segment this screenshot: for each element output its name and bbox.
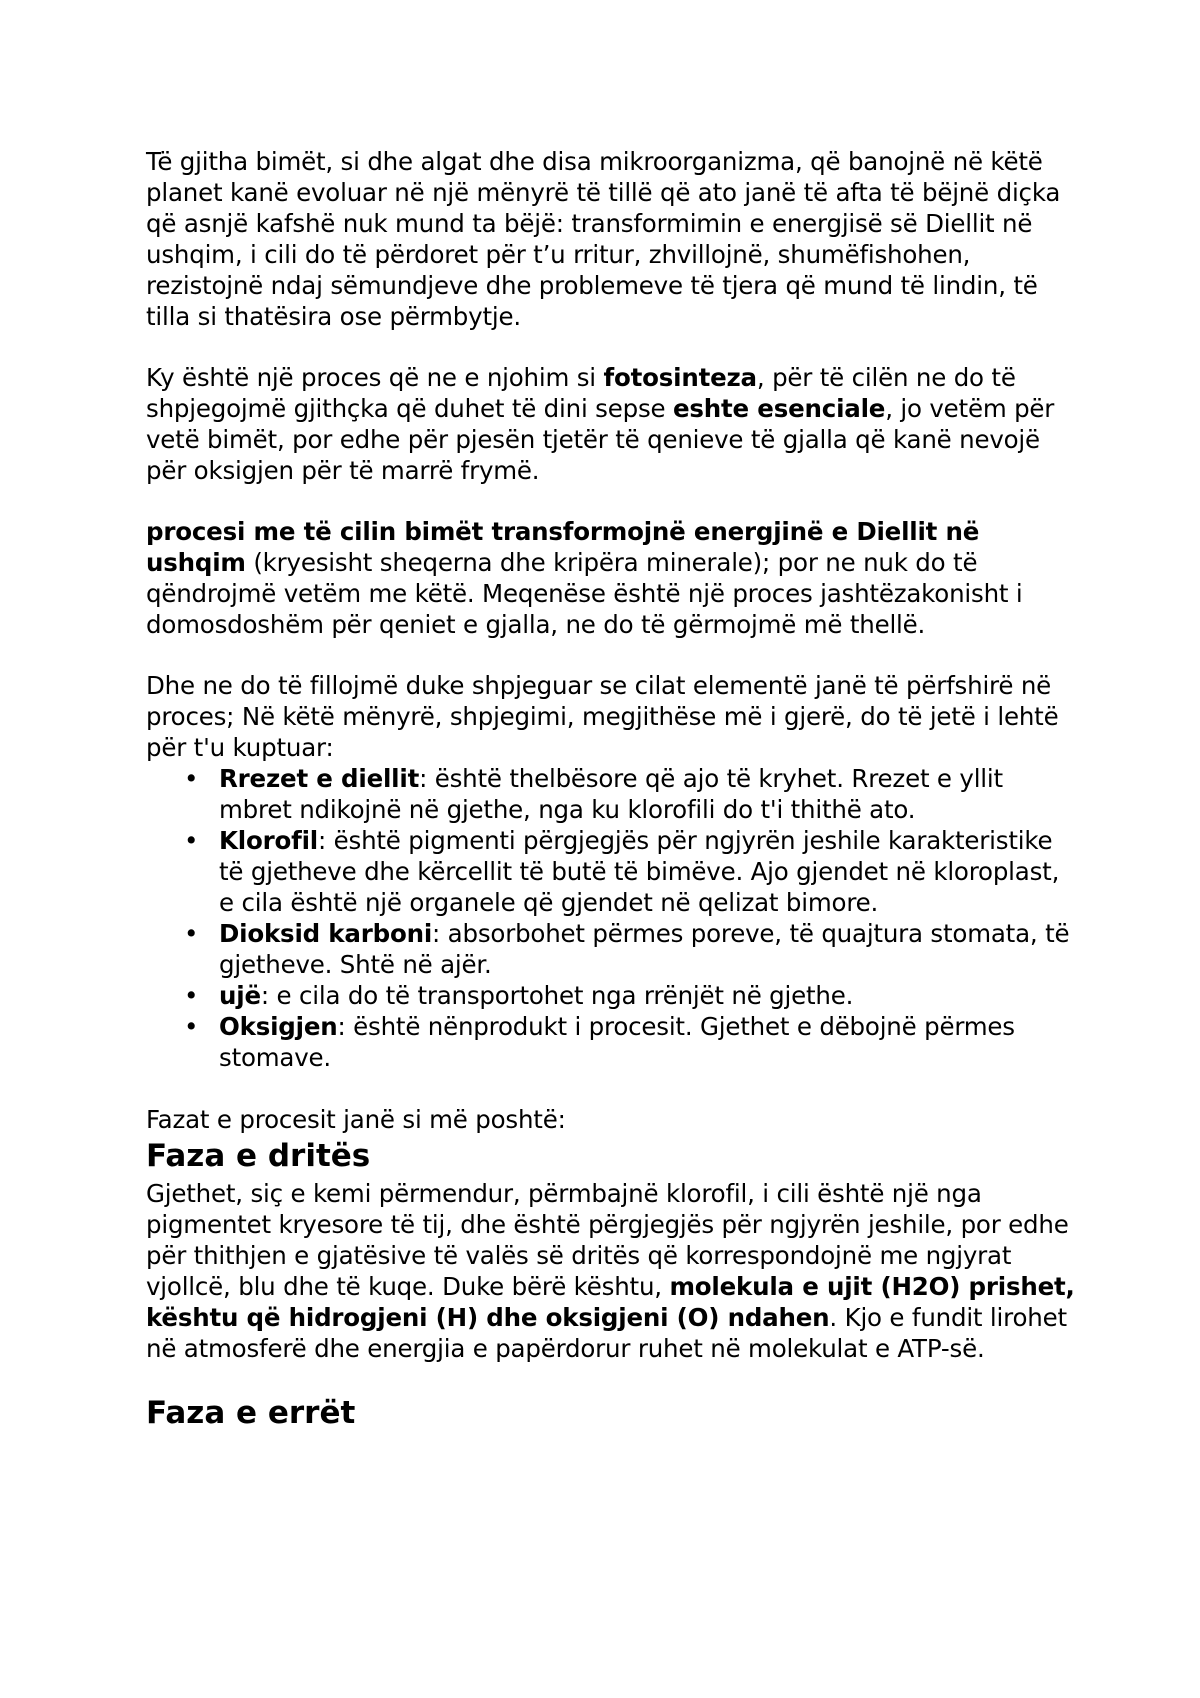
list-desc: : është thelbësore që ajo të kryhet. Rrezet e yllit mbret ndikojnë në gjethe, nga ku klorofili do t'i thithë ato. [219,764,1003,824]
list-item [184,763,1076,825]
text-span: (kryesisht sheqerna dhe kripëra minerale); por ne nuk do të qëndrojmë vetëm me këtë. Meqenëse është një proces jashtëzakonisht i domosdoshëm për qeniet e gjalla, ne do të gërmojmë më thellë. [146,548,1023,639]
list-term: ujë [219,981,261,1010]
bold-term: eshte esenciale [672,394,886,423]
list-term: Klorofil [219,826,318,855]
text-span: Ky është një proces që ne e njohim si [146,363,604,392]
list-item [184,825,1076,918]
phases-intro: Fazat e procesit janë si më poshtë: [146,1105,566,1134]
list-desc: : absorbohet përmes poreve, të quajtura stomata, të gjetheve. Shtë në ajër. [219,919,1070,979]
definition-paragraph [146,516,1076,640]
photosynthesis-paragraph [146,362,1076,486]
elements-intro-paragraph: Dhe ne do të fillojmë duke shpjeguar se cilat elementë janë të përfshirë në proces; Në këtë mënyrë, shpjegimi, megjithëse më i gjerë, do të jetë i lehtë për t'u kuptuar: [146,671,1059,762]
document-page [146,146,1076,1435]
list-term: Rrezet e diellit [219,764,420,793]
elements-list [146,763,1076,1073]
list-term: Oksigjen [219,1012,338,1041]
bold-term: molekula e ujit (H2O) prishet, kështu që hidrogjeni (H) dhe oksigjeni (O) ndahen [146,1272,1075,1332]
bullet-icon: • [184,919,199,948]
list-desc: : është pigmenti përgjegjës për ngjyrën jeshile karakteristike të gjetheve dhe kërcellit të butë të bimëve. Ajo gjendet në kloroplast, e cila është një organele që gjendet në qelizat bimore. [219,826,1060,917]
light-phase-paragraph [146,1178,1076,1364]
list-item [184,1011,1076,1073]
bold-term: fotosinteza [603,363,757,392]
list-desc: : është nënprodukt i procesit. Gjethet e dëbojnë përmes stomave. [219,1012,1015,1072]
bullet-icon: • [184,981,199,1010]
text-span: , për të cilën ne do të shpjegojmë gjithçka që duhet të dini sepse [146,363,1016,423]
text-span: , jo vetëm për vetë bimët, por edhe për pjesën tjetër të qenieve të gjalla që kanë nevojë për oksigjen për të marrë frymë. [146,394,1055,485]
light-phase-heading: Faza e dritës [146,1138,371,1174]
list-desc: : e cila do të transportohet nga rrënjët në gjethe. [260,981,854,1010]
text-span: . Kjo e fundit lirohet në atmosferë dhe energjia e papërdorur ruhet në molekulat e ATP-së. [146,1303,1067,1363]
bullet-icon: • [184,826,199,855]
list-term: Dioksid karboni [219,919,433,948]
bullet-icon: • [184,1012,199,1041]
intro-paragraph: Të gjitha bimët, si dhe algat dhe disa mikroorganizma, që banojnë në këtë planet kanë evoluar në një mënyrë të tillë që ato janë të afta të bëjnë diçka që asnjë kafshë nuk mund ta bëjë: transformimin e energjisë së Diellit në ushqim, i cili do të përdoret për t’u rritur, zhvillojnë, shumëfishohen, rezistojnë ndaj sëmundjeve dhe problemeve të tjera që mund të lindin, të tilla si thatësira ose përmbytje. [146,147,1061,331]
bullet-icon: • [184,764,199,793]
text-span: Gjethet, siç e kemi përmendur, përmbajnë klorofil, i cili është një nga pigmentet kryesore të tij, dhe është përgjegjës për ngjyrën jeshile, por edhe për thithjen e gjatësive të valës së dritës që korrespondojnë me ngjyrat vjollcë, blu dhe të kuqe. Duke bërë kështu, [146,1179,1069,1301]
bold-term: procesi me të cilin bimët transformojnë energjinë e Diellit në ushqim [146,517,980,577]
list-item [184,980,1076,1011]
dark-phase-heading: Faza e errët [146,1395,356,1431]
list-item [184,918,1076,980]
